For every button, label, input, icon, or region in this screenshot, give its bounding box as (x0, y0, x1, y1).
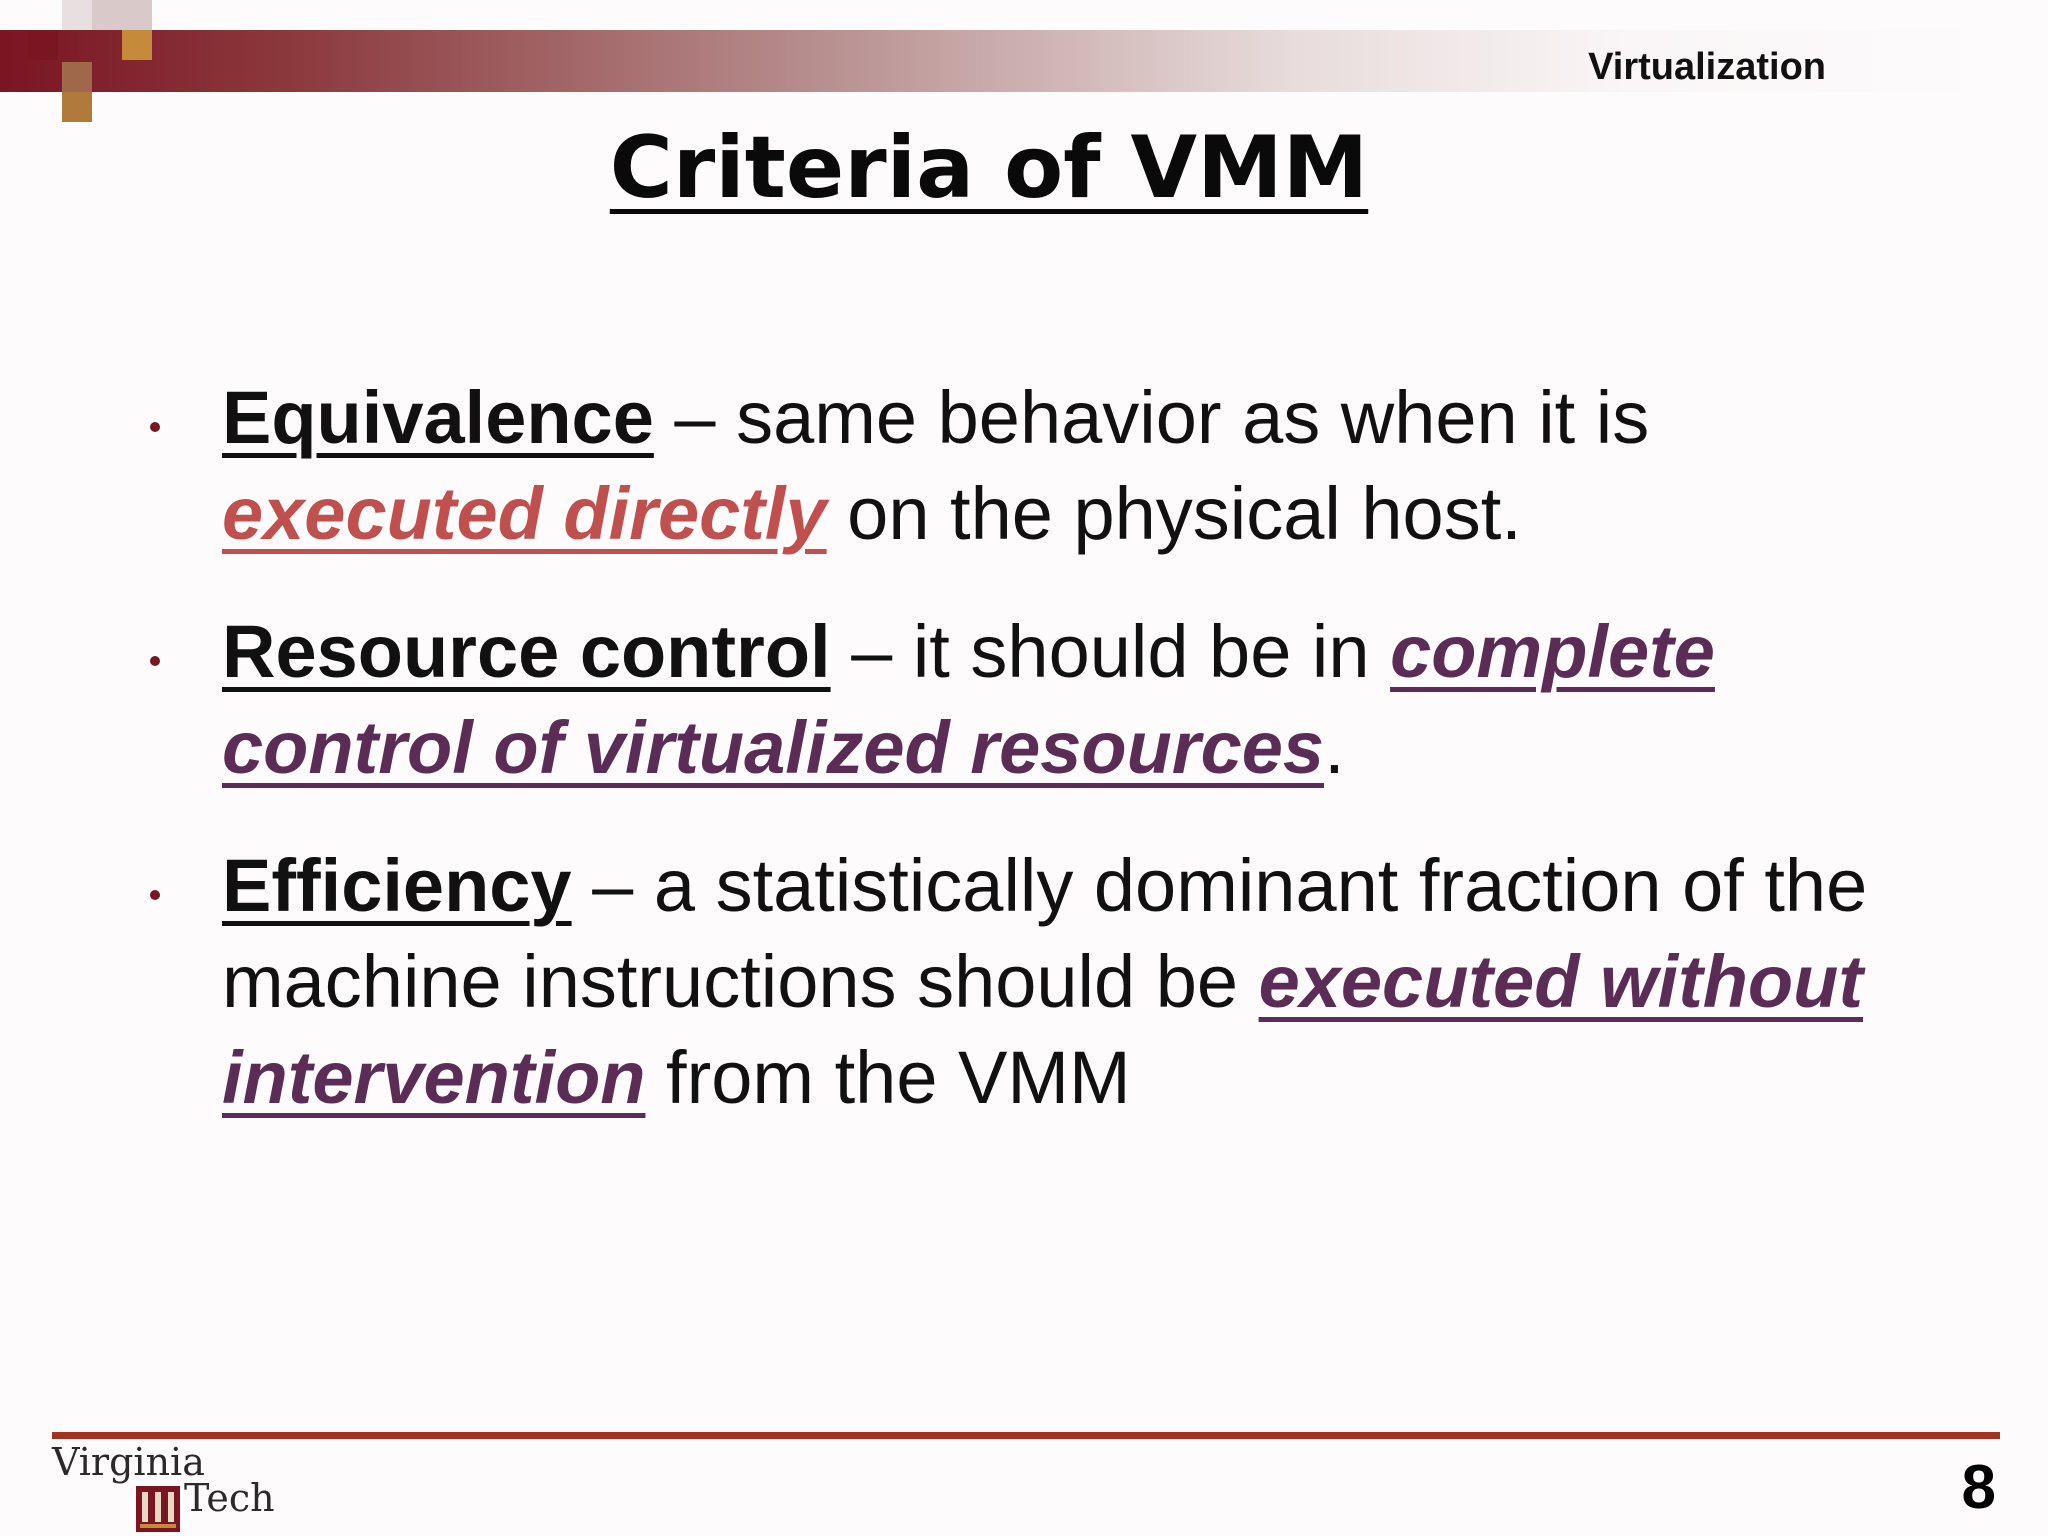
bullet-text: – same behavior as when it is (653, 376, 1650, 459)
bullet-highlight: executed directly (222, 472, 827, 555)
bullet-item-efficiency (140, 838, 1940, 1126)
slide-title (0, 118, 1978, 218)
bullet-text: from the VMM (645, 1036, 1131, 1119)
header-squares-decoration (0, 0, 160, 125)
bullet-item-equivalence (140, 370, 1940, 562)
hokie-stone-icon (134, 1484, 182, 1534)
bullet-item-resource-control (140, 604, 1940, 796)
logo-text-tech: Tech (184, 1476, 275, 1520)
bullet-term: Resource control (222, 610, 831, 693)
bullet-text: – it should be in (830, 610, 1391, 693)
bullet-dot (150, 422, 160, 432)
logo-text-virginia: Virginia (52, 1440, 205, 1484)
slide-title-text: Criteria of VMM (609, 118, 1369, 218)
footer-divider (52, 1432, 2000, 1439)
bullet-text: – a statistically dominant fraction of the machine instructions should be (222, 844, 1868, 1023)
bullet-text: on the physical host. (826, 472, 1522, 555)
bullet-dot (150, 890, 160, 900)
bullet-dot (150, 656, 160, 666)
bullet-term: Efficiency (222, 844, 572, 927)
bullet-list (140, 370, 1940, 1168)
page-number: 8 (1961, 1453, 1996, 1522)
bullet-term: Equivalence (222, 376, 654, 459)
bullet-highlight: complete control of virtualized resources (222, 610, 1715, 789)
virginia-tech-logo (52, 1440, 275, 1532)
section-title: Virtualization (1588, 46, 1826, 88)
bullet-text: . (1324, 706, 1345, 789)
bullet-highlight: executed without intervention (222, 940, 1863, 1119)
